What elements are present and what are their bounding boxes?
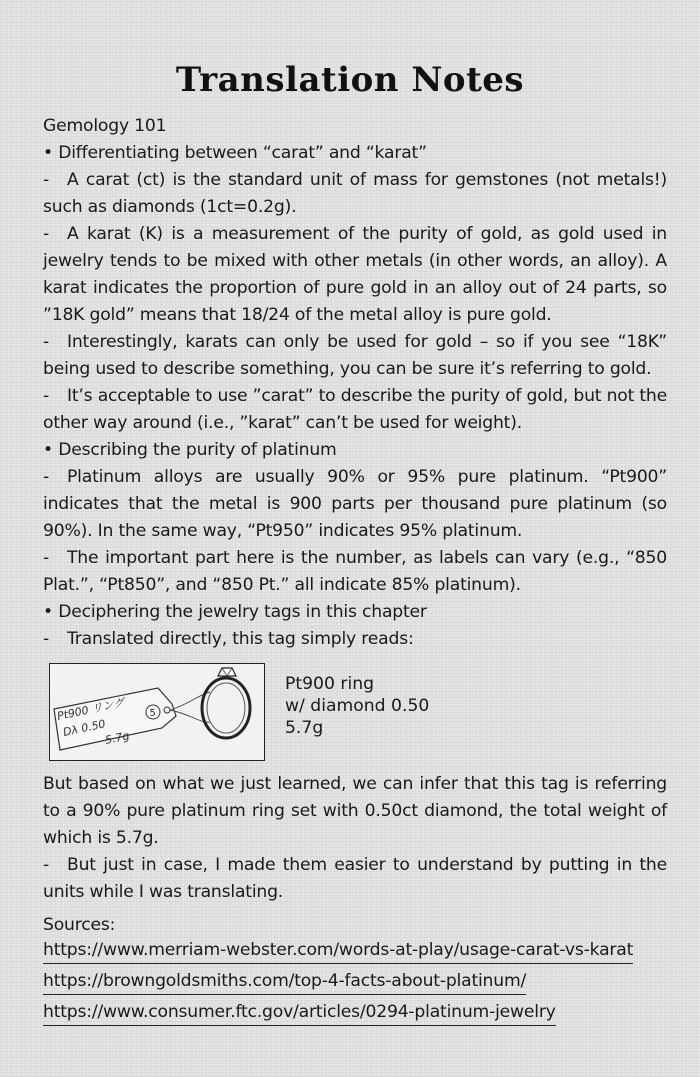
tag-handwriting-line: Dλ 0.50 <box>61 717 107 739</box>
note-item: - Interestingly, karats can only be used for gold – so if you see “18K” being used to describe something, you can be sure it’s referring to gold. <box>43 329 667 383</box>
note-item: - A karat (K) is a measurement of the purity of gold, as gold used in jewelry tends to be mixed with other metals (in other words, an alloy). A karat indicates the proportion of pure gold in an alloy out of 24 parts, so ”18K gold” means that 18/24 of the metal alloy is pure gold. <box>43 221 667 329</box>
dash-marker: - <box>43 170 50 190</box>
note-item: - A carat (ct) is the standard unit of mass for gemstones (not metals!) such as diamonds (1ct=0.2g). <box>43 167 667 221</box>
note-item: - It’s acceptable to use ”carat” to describe the purity of gold, but not the other way around (i.e., ”karat” can’t be used for weight). <box>43 383 667 437</box>
dash-marker: - <box>43 855 50 875</box>
tag-translation <box>285 673 429 739</box>
note-item: - But just in case, I made them easier to understand by putting in the units while I was translating. <box>43 852 667 906</box>
note-item: - The important part here is the number, as labels can vary (e.g., “850 Plat.”, “Pt850”, and “850 Pt.” all indicate 85% platinum). <box>43 545 667 599</box>
bullet-tags: • Deciphering the jewelry tags in this chapter <box>43 602 427 622</box>
tag-handwriting-line: Pt900 リング <box>55 696 126 723</box>
bullet-platinum: • Describing the purity of platinum <box>43 440 337 460</box>
tag-translation-line: w/ diamond 0.50 <box>285 696 430 716</box>
dash-marker: - <box>43 629 50 649</box>
circled-number-text: 5 <box>149 708 156 719</box>
ring-tag-illustration <box>49 663 265 761</box>
tag-translation-line: Pt900 ring <box>285 674 375 694</box>
sources-section <box>43 912 667 1032</box>
section-heading: Gemology 101 <box>43 116 167 136</box>
dash-marker: - <box>43 386 50 406</box>
ring-tag-drawing <box>50 664 263 759</box>
dash-marker: - <box>43 224 50 244</box>
sources-label: Sources: <box>43 915 116 935</box>
dash-marker: - <box>43 548 50 568</box>
note-item: - Platinum alloys are usually 90% or 95% pure platinum. “Pt900” indicates that the metal is 900 parts per thousand pure platinum (so 90%). In the same way, “Pt950” indicates 95% platinum. <box>43 464 667 545</box>
bullet-carat-karat: • Differentiating between “carat” and “karat” <box>43 143 427 163</box>
source-link[interactable]: https://browngoldsmiths.com/top-4-facts-about-platinum/ <box>43 970 526 995</box>
dash-marker: - <box>43 332 50 352</box>
note-item: - Translated directly, this tag simply reads: <box>43 626 667 653</box>
tag-translation-line: 5.7g <box>285 718 324 738</box>
notes-body <box>43 113 667 653</box>
source-link[interactable]: https://www.consumer.ftc.gov/articles/0294-platinum-jewelry <box>43 1001 556 1026</box>
page-title: Translation Notes <box>175 60 525 100</box>
tag-handwriting-line: 5.7g <box>103 729 131 747</box>
dash-marker: - <box>43 467 50 487</box>
notes-conclusion <box>43 771 667 906</box>
source-link[interactable]: https://www.merriam-webster.com/words-at-play/usage-carat-vs-karat <box>43 939 633 964</box>
conclusion-paragraph: But based on what we just learned, we can infer that this tag is referring to a 90% pure platinum ring set with 0.50ct diamond, the total weight of which is 5.7g. <box>43 774 667 848</box>
